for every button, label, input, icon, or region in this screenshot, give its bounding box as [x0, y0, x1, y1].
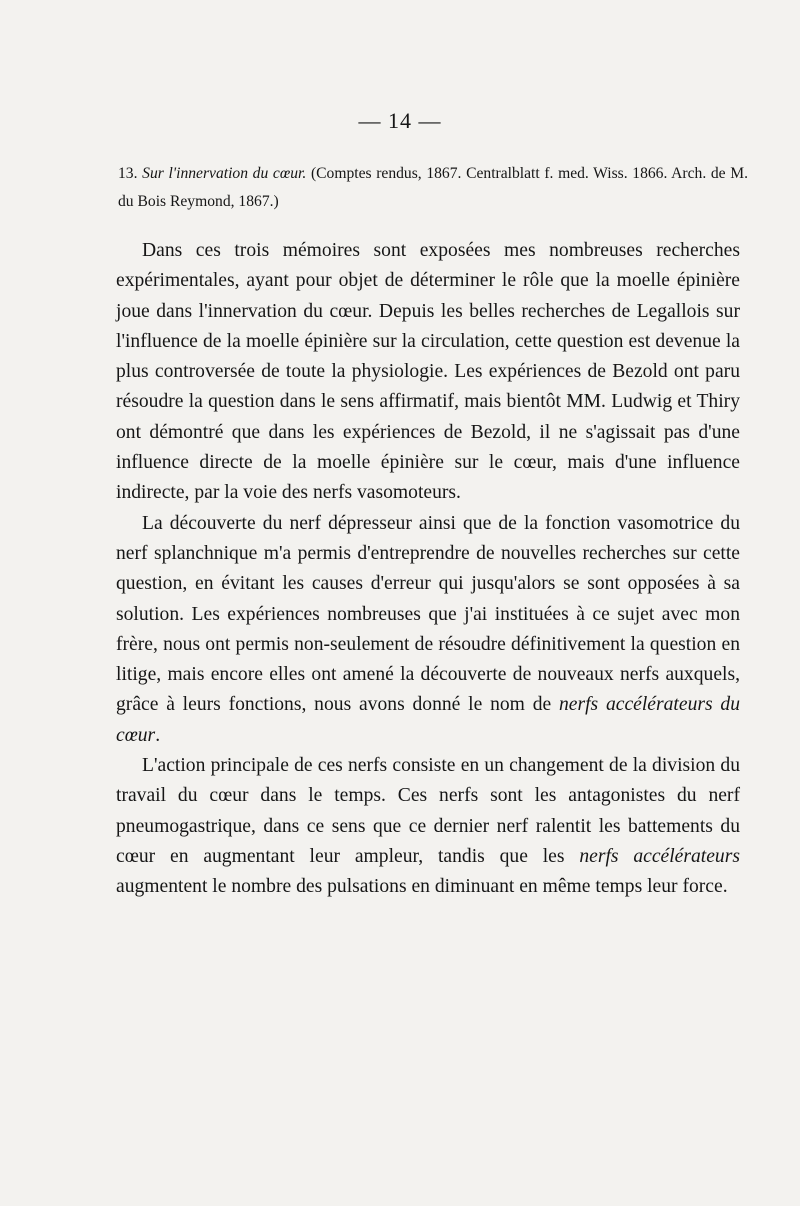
paragraph-3-text: L'action principale de ces nerfs consiste en un changement de la division du travail du cœur dans le temps. Ces nerfs sont les antagonistes du nerf pneumogastrique, dans ce sens que ce dernier nerf ralentit les battements du cœur en augmentant leur ampleur, tandis que les: [116, 755, 740, 867]
paragraph-2: [116, 509, 740, 751]
paragraph-3: [116, 751, 740, 902]
reference-title: Sur l'innervation du cœur.: [142, 165, 307, 182]
paragraph-3-emphasis: nerfs accélérateurs: [579, 845, 740, 867]
body-text: [116, 236, 740, 903]
paragraph-2-after: .: [155, 724, 161, 746]
paragraph-1-text: Dans ces trois mémoires sont exposées mes nombreuses recherches expérimentales, ayant pour objet de déterminer le rôle que la moelle épinière joue dans l'innervation du cœur. Depuis les belles recherches de Legallois sur l'influence de la moelle épinière sur la circulation, cette question est devenue la plus controversée de toute la physiologie. Les expériences de Bezold ont paru résoudre la question dans le sens affirmatif, mais bientôt MM. Ludwig et Thiry ont démontré que dans les expériences de Bezold, il ne s'agissait pas d'une influence directe de la moelle épinière sur le cœur, mais d'une influence indirecte, par la voie des nerfs vasomoteurs.: [116, 240, 740, 504]
reference-number: 13.: [118, 165, 138, 182]
page-number: — 14 —: [358, 108, 442, 133]
paragraph-2-text: La découverte du nerf dépresseur ainsi que de la fonction vasomotrice du nerf splanchnique m'a permis d'entreprendre de nouvelles recherches sur cette question, en évitant les causes d'erreur qui jusqu'alors se sont opposées à sa solution. Les expériences nombreuses que j'ai instituées à ce sujet avec mon frère, nous ont permis non-seulement de résoudre définitivement la question en litige, mais encore elles ont amené la découverte de nouveaux nerfs auxquels, grâce à leurs fonctions, nous avons donné le nom de: [116, 512, 740, 716]
reference-entry: [118, 160, 748, 216]
reference-details: (Comptes rendus, 1867. Centralblatt f. med. Wiss. 1866. Arch. de M. du Bois Reymond, 1867.): [118, 165, 749, 210]
paragraph-1: [116, 236, 740, 509]
paragraph-3-after: augmentent le nombre des pulsations en diminuant en même temps leur force.: [116, 876, 728, 898]
paragraph-2-emphasis: nerfs accélérateurs du cœur: [116, 694, 740, 746]
